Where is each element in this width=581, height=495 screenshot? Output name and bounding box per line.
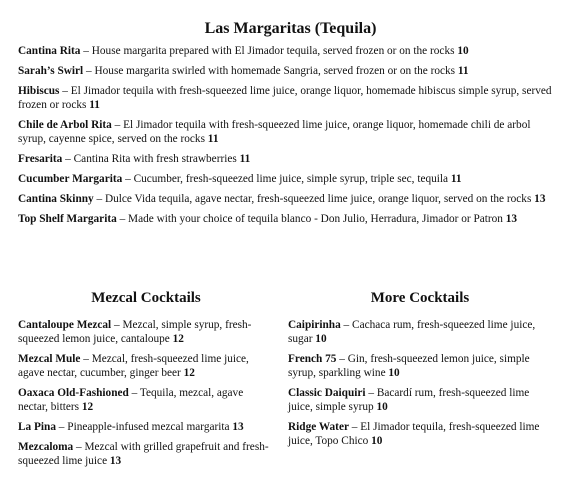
item-name: French 75 — [288, 353, 337, 365]
mezcal-title: Mezcal Cocktails — [91, 290, 201, 306]
menu-item — [18, 318, 274, 346]
item-price: 13 — [505, 213, 518, 225]
item-price: 10 — [457, 45, 469, 57]
item-price: 12 — [183, 367, 195, 379]
menu-item — [18, 84, 556, 112]
margaritas-title: Las Margaritas (Tequila) — [204, 20, 377, 37]
item-name: Classic Daiquiri — [288, 387, 366, 399]
menu-item — [18, 44, 556, 58]
item-name: Sarah’s Swirl — [18, 65, 84, 77]
margaritas-list — [18, 44, 556, 232]
item-price: 11 — [457, 65, 469, 77]
item-price: 13 — [109, 455, 122, 467]
item-price: 11 — [207, 133, 219, 145]
menu-item — [18, 64, 556, 78]
item-name: Top Shelf Margarita — [18, 213, 117, 225]
item-name: Fresarita — [18, 153, 63, 165]
item-name: Oaxaca Old-Fashioned — [18, 387, 129, 399]
menu-item — [18, 118, 556, 146]
item-name: Mezcaloma — [18, 441, 74, 453]
more-cocktails-column — [288, 288, 552, 454]
item-description: – House margarita swirled with homemade Sangria, served frozen or on the rocks — [83, 65, 458, 77]
menu-item — [18, 192, 556, 206]
menu-item — [288, 386, 552, 414]
menu-item — [288, 352, 552, 380]
item-price: 13 — [232, 421, 244, 433]
menu-item — [18, 420, 274, 434]
item-description: – Cantina Rita with fresh strawberries — [62, 153, 240, 165]
menu-item — [288, 420, 552, 448]
item-price: 13 — [534, 193, 546, 205]
item-description: – Dulce Vida tequila, agave nectar, fresh-squeezed lime juice, orange liquor, served on the rocks — [93, 193, 535, 205]
menu-item — [18, 152, 556, 166]
item-description: – Bacardí rum, fresh-squeezed lime juice, simple syrup — [288, 387, 530, 413]
item-name: Chile de Arbol Rita — [18, 119, 112, 131]
item-description: – Mezcal, simple syrup, fresh-squeezed lemon juice, cantaloupe — [18, 319, 252, 345]
item-description: – Tequila, mezcal, agave nectar, bitters — [18, 387, 244, 413]
item-description: – Cachaca rum, fresh-squeezed lime juice, sugar — [288, 319, 536, 345]
item-description: – Mezcal with grilled grapefruit and fresh-squeezed lime juice — [18, 441, 269, 467]
item-price: 10 — [371, 435, 383, 447]
item-description: – Pineapple-infused mezcal margarita — [55, 421, 233, 433]
menu-item — [18, 440, 274, 468]
mezcal-column — [18, 288, 274, 474]
menu-item — [18, 172, 556, 186]
item-price: 10 — [376, 401, 388, 413]
item-name: Cantaloupe Mezcal — [18, 319, 112, 331]
item-name: Caipirinha — [288, 319, 341, 331]
menu-item — [18, 352, 274, 380]
item-price: 12 — [172, 333, 184, 345]
item-description: – El Jimador tequila, fresh-squeezed lime juice, Topo Chico — [288, 421, 540, 447]
item-price: 11 — [239, 153, 251, 165]
item-price: 11 — [89, 99, 100, 111]
menu-item — [18, 386, 274, 414]
item-description: – Gin, fresh-squeezed lemon juice, simple syrup, sparkling wine — [288, 353, 530, 379]
item-price: 11 — [450, 173, 462, 185]
item-description: – Made with your choice of tequila blanco - Don Julio, Herradura, Jimador or Patron — [116, 213, 506, 225]
item-description: – Mezcal, fresh-squeezed lime juice, agave nectar, cucumber, ginger beer — [18, 353, 249, 379]
menu-item — [288, 318, 552, 346]
item-name: Cantina Rita — [18, 45, 81, 57]
item-price: 12 — [81, 401, 94, 413]
item-price: 10 — [388, 367, 400, 379]
item-name: Cantina Skinny — [18, 193, 94, 205]
item-description: – El Jimador tequila with fresh-squeezed lime juice, orange liquor, homemade hibiscus simple syrup, served frozen or rocks — [18, 85, 552, 111]
menu-item — [18, 212, 556, 226]
item-description: – El Jimador tequila with fresh-squeezed lime juice, orange liquor, homemade chili de arbol syrup, cayenne spice, served on the rocks — [18, 119, 531, 145]
more-cocktails-title: More Cocktails — [370, 290, 470, 306]
item-price: 10 — [315, 333, 327, 345]
item-name: Hibiscus — [18, 85, 60, 97]
item-description: – House margarita prepared with El Jimador tequila, served frozen or on the rocks — [80, 45, 458, 57]
item-description: – Cucumber, fresh-squeezed lime juice, simple syrup, triple sec, tequila — [122, 173, 451, 185]
item-name: La Pina — [18, 421, 56, 433]
item-name: Cucumber Margarita — [18, 173, 123, 185]
item-name: Mezcal Mule — [18, 353, 81, 365]
item-name: Ridge Water — [288, 421, 349, 433]
